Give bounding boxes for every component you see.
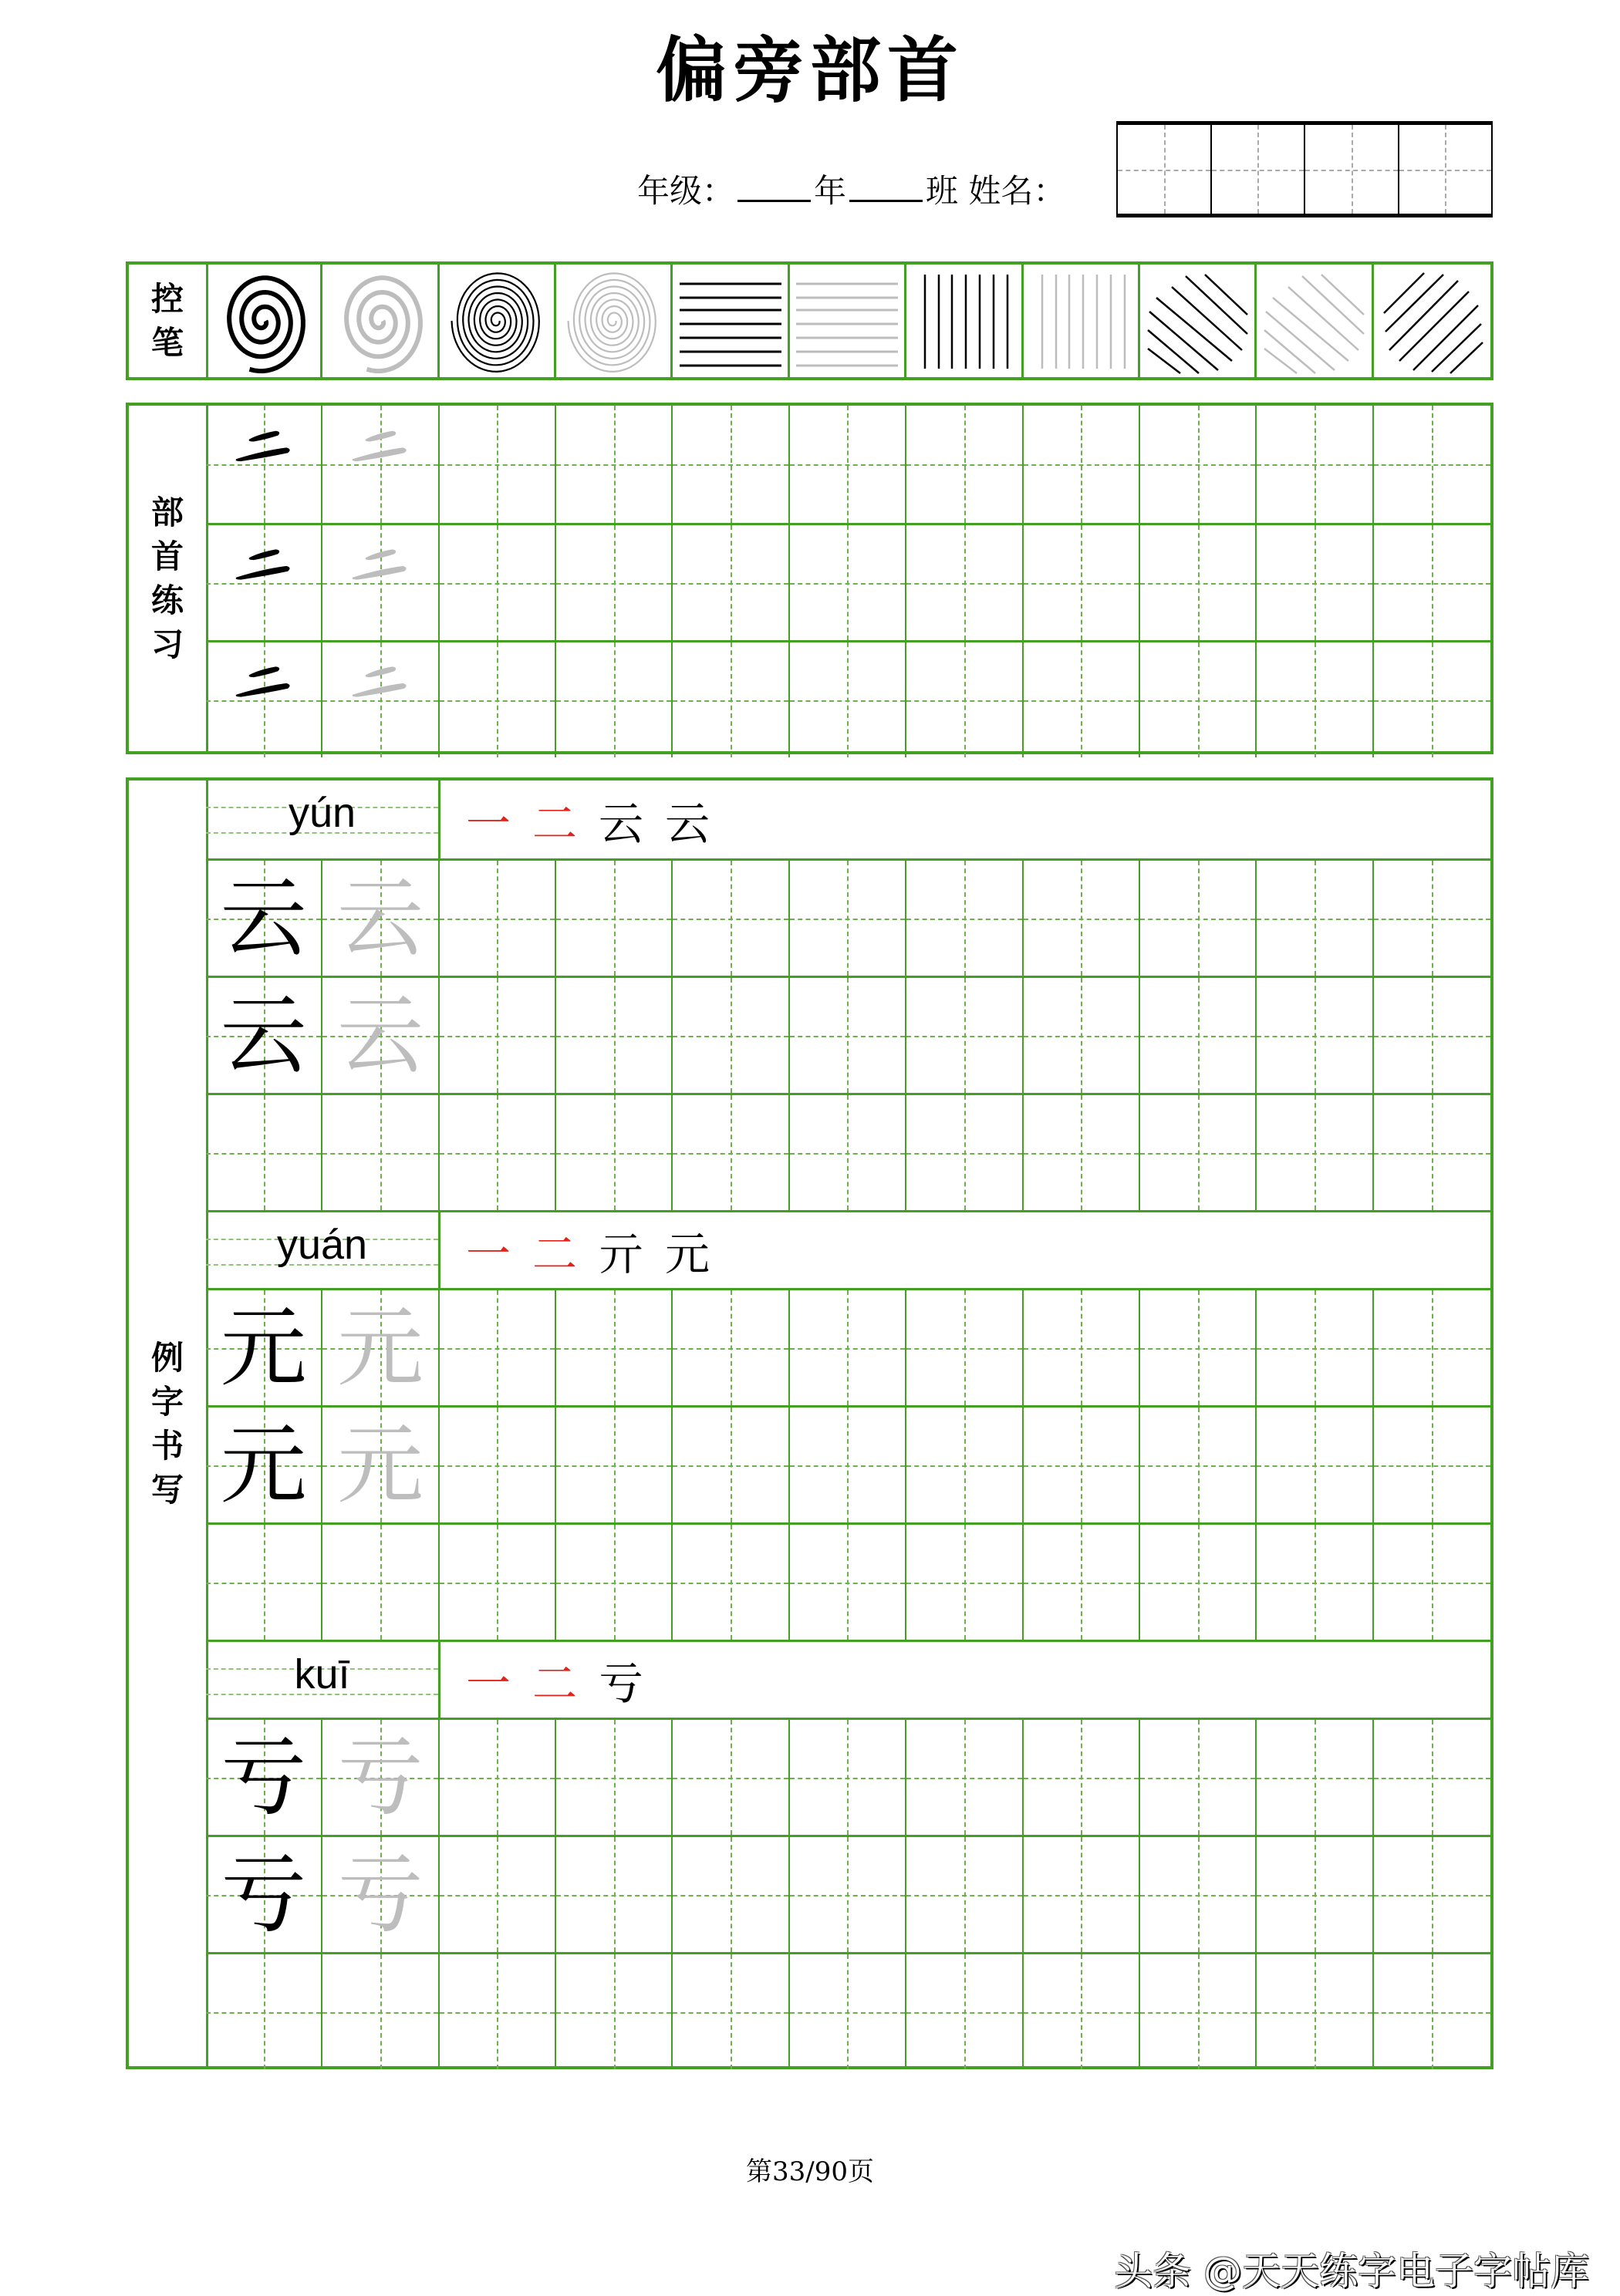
writing-cell[interactable] — [1374, 1095, 1490, 1210]
spiral-icon — [326, 267, 434, 375]
writing-cell[interactable] — [906, 1720, 1023, 1835]
stroke-order — [440, 1642, 1490, 1718]
writing-cell[interactable] — [1024, 861, 1140, 976]
stroke-step: 二 — [532, 1657, 577, 1710]
writing-cell[interactable] — [1140, 1525, 1257, 1640]
student-info-line — [637, 168, 1065, 214]
writing-cell[interactable] — [1024, 1408, 1140, 1522]
writing-cell[interactable] — [206, 1720, 322, 1835]
stroke-step: 一 — [465, 1228, 511, 1280]
trace-character: 亏 — [337, 1727, 424, 1828]
writing-cell[interactable] — [906, 1954, 1023, 2069]
writing-cell[interactable] — [906, 1290, 1023, 1405]
writing-cell[interactable] — [1374, 1720, 1490, 1835]
model-character: 云 — [220, 868, 307, 969]
writing-cell[interactable] — [440, 1408, 556, 1522]
writing-cell[interactable] — [1140, 1720, 1257, 1835]
writing-cell[interactable] — [556, 1290, 673, 1405]
writing-cell[interactable] — [440, 978, 556, 1093]
writing-cell[interactable] — [790, 1290, 906, 1405]
writing-cell[interactable] — [1257, 861, 1373, 976]
writing-cell[interactable] — [1257, 1720, 1373, 1835]
pinyin-cell — [206, 1212, 440, 1288]
writing-cell[interactable] — [556, 642, 673, 757]
writing-cell[interactable] — [1024, 1837, 1140, 1952]
writing-cell[interactable] — [1374, 1408, 1490, 1522]
radical-trace — [322, 406, 437, 523]
grade-year-blank[interactable] — [737, 169, 811, 202]
stroke-step: 亓 — [598, 1228, 643, 1280]
writing-cell[interactable] — [906, 1525, 1023, 1640]
writing-cell[interactable] — [1140, 406, 1257, 523]
writing-cell[interactable] — [1257, 406, 1373, 523]
writing-cell[interactable] — [790, 1525, 906, 1640]
writing-cell[interactable] — [1257, 1525, 1373, 1640]
label-char: 例 — [150, 1338, 184, 1377]
name-cell[interactable] — [1304, 125, 1398, 214]
writing-cell[interactable] — [906, 861, 1023, 976]
writing-cell[interactable] — [1257, 978, 1373, 1093]
writing-cell[interactable] — [906, 406, 1023, 523]
grade-label: 年级： — [637, 172, 735, 210]
writing-cell[interactable] — [440, 1095, 556, 1210]
writing-cell[interactable] — [322, 525, 439, 640]
writing-cell[interactable] — [673, 1837, 789, 1952]
writing-cell[interactable] — [206, 1408, 322, 1522]
pinyin-cell — [206, 1642, 440, 1718]
writing-cell[interactable] — [1024, 1290, 1140, 1405]
character-writing-row — [206, 858, 1490, 976]
radical-practice-label — [129, 406, 208, 751]
writing-cell[interactable] — [1024, 406, 1140, 523]
writing-cell[interactable] — [1140, 978, 1257, 1093]
writing-cell[interactable] — [322, 1408, 439, 1522]
writing-cell[interactable] — [1374, 1525, 1490, 1640]
writing-cell[interactable] — [1140, 1954, 1257, 2069]
spiral-fine-black-pattern — [440, 265, 556, 377]
label-char: 控 — [150, 280, 184, 318]
trace-character: 云 — [337, 985, 424, 1086]
writing-cell[interactable] — [673, 861, 789, 976]
writing-cell[interactable] — [322, 861, 439, 976]
label-char: 写 — [150, 1470, 184, 1509]
writing-cell[interactable] — [906, 1095, 1023, 1210]
writing-cell[interactable] — [1024, 1095, 1140, 1210]
name-label: 姓名： — [968, 172, 1066, 210]
horizontal-lines-black-pattern — [673, 265, 789, 377]
writing-cell[interactable] — [440, 861, 556, 976]
writing-cell[interactable] — [1140, 642, 1257, 757]
label-char: 书 — [150, 1426, 184, 1465]
page-number: 第33/90页 — [746, 2156, 874, 2187]
writing-cell[interactable] — [322, 1095, 439, 1210]
example-writing-section — [126, 777, 1493, 2069]
class-suffix: 班 — [926, 172, 959, 210]
writing-cell[interactable] — [556, 1837, 673, 1952]
writing-cell[interactable] — [322, 1720, 439, 1835]
writing-cell[interactable] — [1024, 1525, 1140, 1640]
writing-cell[interactable] — [556, 1720, 673, 1835]
label-char: 习 — [150, 625, 184, 663]
writing-cell[interactable] — [1024, 525, 1140, 640]
spiral-thick-gray-pattern — [322, 265, 439, 377]
writing-cell[interactable] — [906, 1408, 1023, 1522]
model-character: 亏 — [220, 1844, 307, 1945]
diagonal-lines-icon — [1143, 267, 1251, 375]
writing-cell[interactable] — [440, 1837, 556, 1952]
stroke-order — [440, 1212, 1490, 1288]
writing-cell[interactable] — [790, 525, 906, 640]
diagonal-lines-icon — [1378, 267, 1486, 375]
stroke-order — [440, 781, 1490, 858]
writing-cell[interactable] — [1374, 1837, 1490, 1952]
writing-cell[interactable] — [1024, 978, 1140, 1093]
writing-cell[interactable] — [1374, 406, 1490, 523]
diagonal-down-gray-pattern — [1257, 265, 1373, 377]
character-writing-row — [206, 1405, 1490, 1522]
radical-practice-row — [206, 640, 1490, 757]
writing-cell[interactable] — [1374, 978, 1490, 1093]
writing-cell[interactable] — [790, 1408, 906, 1522]
spiral-icon — [209, 267, 317, 375]
writing-cell[interactable] — [906, 978, 1023, 1093]
writing-cell[interactable] — [1257, 642, 1373, 757]
writing-cell[interactable] — [1374, 1290, 1490, 1405]
writing-cell[interactable] — [206, 1095, 322, 1210]
character-writing-row — [206, 1093, 1490, 1210]
writing-cell[interactable] — [790, 1095, 906, 1210]
model-character: 元 — [220, 1297, 307, 1398]
stroke-step: 二 — [532, 1228, 577, 1280]
writing-cell[interactable] — [322, 1525, 439, 1640]
writing-cell[interactable] — [790, 1837, 906, 1952]
example-writing-label — [129, 781, 208, 2066]
writing-cell[interactable] — [206, 525, 322, 640]
writing-cell[interactable] — [556, 1525, 673, 1640]
diagonal-lines-icon — [1260, 267, 1368, 375]
writing-cell[interactable] — [206, 1525, 322, 1640]
writing-cell[interactable] — [790, 861, 906, 976]
radical-model — [206, 525, 321, 640]
radical-er-icon — [322, 406, 437, 523]
writing-cell[interactable] — [1374, 861, 1490, 976]
writing-cell[interactable] — [556, 1095, 673, 1210]
radical-er-icon — [322, 642, 437, 757]
writing-cell[interactable] — [673, 1954, 789, 2069]
diagonal-down-black-pattern — [1140, 265, 1257, 377]
trace-character: 元 — [337, 1297, 424, 1398]
pen-control-label — [129, 265, 208, 377]
spiral-icon — [559, 267, 667, 375]
year-suffix: 年 — [814, 172, 847, 210]
stroke-step: 云 — [598, 797, 643, 850]
writing-cell[interactable] — [1024, 1720, 1140, 1835]
writing-cell[interactable] — [790, 1954, 906, 2069]
radical-er-icon — [206, 406, 321, 523]
label-char: 练 — [150, 582, 184, 619]
label-char: 部 — [150, 494, 184, 531]
radical-practice-section — [126, 403, 1493, 754]
writing-cell[interactable] — [206, 642, 322, 757]
stroke-step: 元 — [664, 1228, 710, 1280]
character-writing-row — [206, 976, 1490, 1093]
writing-cell[interactable] — [556, 1408, 673, 1522]
page-title: 偏旁部首 — [655, 29, 964, 112]
writing-cell[interactable] — [1140, 1837, 1257, 1952]
writing-cell[interactable] — [1257, 525, 1373, 640]
trace-character: 云 — [337, 868, 424, 969]
writing-cell[interactable] — [322, 1837, 439, 1952]
radical-writing-grid — [206, 406, 1490, 751]
writing-cell[interactable] — [790, 1720, 906, 1835]
writing-cell[interactable] — [556, 525, 673, 640]
radical-practice-row — [206, 406, 1490, 523]
stroke-step: 云 — [664, 797, 710, 850]
pinyin-text: kuī — [294, 1651, 350, 1698]
label-char: 首 — [150, 538, 184, 575]
pinyin-text: yuán — [276, 1222, 368, 1268]
writing-cell[interactable] — [1024, 642, 1140, 757]
radical-practice-row — [206, 523, 1490, 640]
pinyin-text: yún — [288, 790, 356, 836]
horizontal-lines-icon — [793, 267, 901, 375]
writing-cell[interactable] — [556, 1954, 673, 2069]
radical-er-icon — [206, 642, 321, 757]
writing-cell[interactable] — [206, 1954, 322, 2069]
name-cell[interactable] — [1116, 125, 1210, 214]
horizontal-lines-icon — [677, 267, 785, 375]
pinyin-row — [206, 1640, 1490, 1718]
name-cell[interactable] — [1210, 125, 1304, 214]
writing-cell[interactable] — [556, 861, 673, 976]
stroke-step: 亏 — [598, 1657, 643, 1710]
writing-cell[interactable] — [1257, 1290, 1373, 1405]
vertical-lines-black-pattern — [906, 265, 1023, 377]
writing-cell[interactable] — [1257, 1408, 1373, 1522]
stroke-step: 一 — [465, 797, 511, 850]
writing-cell[interactable] — [440, 1290, 556, 1405]
class-blank[interactable] — [849, 169, 923, 202]
writing-cell[interactable] — [556, 406, 673, 523]
writing-cell[interactable] — [440, 406, 556, 523]
writing-cell[interactable] — [206, 1290, 322, 1405]
horizontal-lines-gray-pattern — [790, 265, 906, 377]
writing-cell[interactable] — [673, 978, 789, 1093]
pinyin-cell — [206, 781, 440, 858]
character-writing-row — [206, 1288, 1490, 1405]
pen-control-strip — [126, 261, 1493, 380]
writing-cell[interactable] — [440, 642, 556, 757]
character-writing-row — [206, 1835, 1490, 1952]
model-character: 云 — [220, 985, 307, 1086]
watermark: 头条 @天天练字电子字帖库 — [1114, 2249, 1589, 2294]
writing-cell[interactable] — [206, 978, 322, 1093]
writing-cell[interactable] — [906, 642, 1023, 757]
writing-cell[interactable] — [1257, 1954, 1373, 2069]
radical-trace — [322, 525, 437, 640]
writing-cell[interactable] — [790, 406, 906, 523]
writing-cell[interactable] — [440, 1720, 556, 1835]
radical-model — [206, 642, 321, 757]
spiral-icon — [443, 267, 551, 375]
character-writing-row — [206, 1952, 1490, 2069]
diagonal-up-black-pattern — [1374, 265, 1490, 377]
radical-er-icon — [322, 525, 437, 640]
radical-er-icon — [206, 525, 321, 640]
model-character: 亏 — [220, 1727, 307, 1828]
writing-cell[interactable] — [322, 978, 439, 1093]
writing-cell[interactable] — [1374, 642, 1490, 757]
name-writing-box[interactable] — [1116, 121, 1493, 217]
writing-cell[interactable] — [673, 1290, 789, 1405]
character-writing-row — [206, 1718, 1490, 1835]
writing-cell[interactable] — [440, 1525, 556, 1640]
writing-cell[interactable] — [322, 406, 439, 523]
pinyin-row — [206, 781, 1490, 858]
writing-cell[interactable] — [322, 1290, 439, 1405]
writing-cell[interactable] — [673, 1720, 789, 1835]
writing-cell[interactable] — [673, 525, 789, 640]
writing-cell[interactable] — [673, 1408, 789, 1522]
writing-cell[interactable] — [206, 406, 322, 523]
writing-cell[interactable] — [673, 1525, 789, 1640]
vertical-lines-gray-pattern — [1024, 265, 1140, 377]
writing-cell[interactable] — [906, 525, 1023, 640]
writing-cell[interactable] — [790, 978, 906, 1093]
writing-cell[interactable] — [906, 1837, 1023, 1952]
writing-cell[interactable] — [673, 642, 789, 757]
writing-cell[interactable] — [556, 978, 673, 1093]
writing-cell[interactable] — [322, 642, 439, 757]
writing-cell[interactable] — [1140, 1095, 1257, 1210]
radical-trace — [322, 642, 437, 757]
vertical-lines-icon — [910, 267, 1018, 375]
writing-cell[interactable] — [1374, 1954, 1490, 2069]
vertical-lines-icon — [1027, 267, 1135, 375]
writing-cell[interactable] — [673, 406, 789, 523]
label-char: 字 — [150, 1382, 184, 1421]
writing-cell[interactable] — [206, 861, 322, 976]
spiral-fine-gray-pattern — [556, 265, 673, 377]
writing-cell[interactable] — [673, 1095, 789, 1210]
writing-cell[interactable] — [440, 1954, 556, 2069]
model-character: 元 — [220, 1414, 307, 1515]
pinyin-row — [206, 1210, 1490, 1288]
example-writing-grid — [206, 781, 1490, 2066]
writing-cell[interactable] — [1374, 525, 1490, 640]
trace-character: 亏 — [337, 1844, 424, 1945]
writing-cell[interactable] — [1140, 525, 1257, 640]
name-cell[interactable] — [1398, 125, 1493, 214]
writing-cell[interactable] — [1140, 1408, 1257, 1522]
stroke-step: 二 — [532, 797, 577, 850]
writing-cell[interactable] — [206, 1837, 322, 1952]
stroke-step: 一 — [465, 1657, 511, 1710]
writing-cell[interactable] — [1024, 1954, 1140, 2069]
radical-model — [206, 406, 321, 523]
writing-cell[interactable] — [1257, 1095, 1373, 1210]
writing-cell[interactable] — [1140, 1290, 1257, 1405]
character-writing-row — [206, 1522, 1490, 1640]
writing-cell[interactable] — [440, 525, 556, 640]
spiral-thick-black-pattern — [206, 265, 322, 377]
trace-character: 元 — [337, 1414, 424, 1515]
writing-cell[interactable] — [1140, 861, 1257, 976]
writing-cell[interactable] — [322, 1954, 439, 2069]
writing-cell[interactable] — [1257, 1837, 1373, 1952]
writing-cell[interactable] — [790, 642, 906, 757]
label-char: 笔 — [150, 324, 184, 362]
